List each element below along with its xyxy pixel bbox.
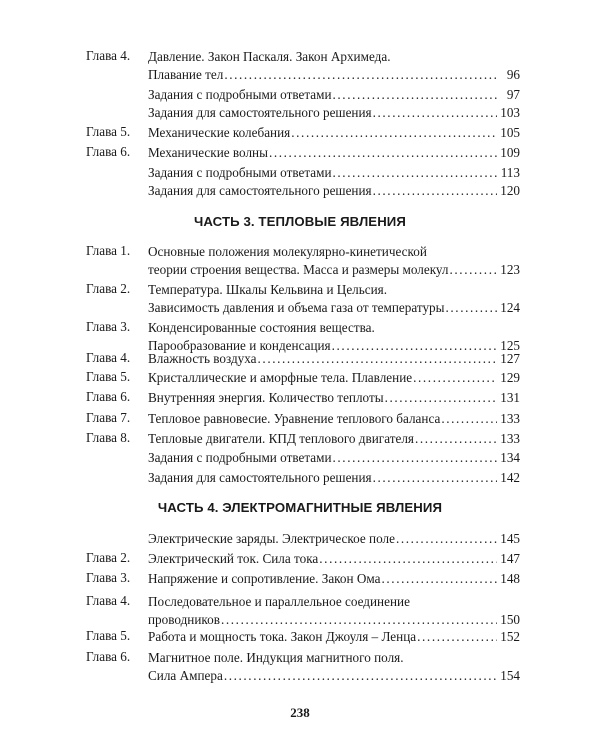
- entry-line: [148, 243, 520, 261]
- entry-title: проводников: [148, 612, 220, 627]
- entry-line: [148, 469, 520, 487]
- dot-leader: [258, 350, 497, 368]
- entry-body: [148, 86, 520, 104]
- entry-line: [148, 48, 520, 66]
- entry-body: [148, 628, 520, 646]
- entry-body: [148, 144, 520, 162]
- entry-title: Парообразование и конденсация: [148, 338, 331, 353]
- page-ref: 113: [500, 165, 520, 180]
- page-ref: 147: [500, 551, 520, 566]
- toc-entry[interactable]: [86, 144, 520, 162]
- page-ref: 124: [500, 300, 520, 315]
- dot-leader: [224, 66, 497, 84]
- dot-leader: [417, 628, 497, 646]
- chapter-label: Глава 8.: [86, 430, 131, 445]
- toc-entry[interactable]: [86, 593, 520, 629]
- entry-body: [148, 48, 520, 84]
- chapter-label: Глава 4.: [86, 350, 131, 365]
- dot-leader: [450, 261, 497, 279]
- entry-line: [148, 104, 520, 122]
- dot-leader: [373, 469, 497, 487]
- dot-leader: [385, 389, 497, 407]
- entry-line: [148, 570, 520, 588]
- entry-line: [148, 628, 520, 646]
- entry-body: [148, 593, 520, 629]
- page-number: 238: [290, 705, 310, 720]
- chapter-label: Глава 2.: [86, 550, 131, 565]
- entry-line: [148, 144, 520, 162]
- page-ref: 133: [500, 411, 520, 426]
- section-heading: ЧАСТЬ 3. ТЕПЛОВЫЕ ЯВЛЕНИЯ: [194, 214, 406, 229]
- toc-entry[interactable]: [86, 48, 520, 84]
- toc-entry[interactable]: [86, 410, 520, 428]
- page-ref: 154: [500, 668, 520, 683]
- page-ref: 96: [506, 67, 520, 82]
- page-ref: 103: [500, 105, 520, 120]
- dot-leader: [333, 449, 497, 467]
- chapter-label: Глава 5.: [86, 369, 131, 384]
- entry-line: [148, 281, 520, 299]
- entry-title: теории строения вещества. Масса и размеры молекул: [148, 262, 449, 277]
- entry-title: Задания с подробными ответами: [148, 450, 332, 465]
- entry-body: [148, 570, 520, 588]
- entry-title: Электрические заряды. Электрическое поле: [148, 531, 395, 546]
- entry-title: Напряжение и сопротивление. Закон Ома: [148, 571, 381, 586]
- entry-line: [148, 319, 520, 337]
- entry-body: [148, 164, 520, 182]
- entry-line: [148, 124, 520, 142]
- entry-line: [148, 369, 520, 387]
- dot-leader: [269, 144, 497, 162]
- entry-line: [148, 86, 520, 104]
- entry-title: Кристаллические и аморфные тела. Плавление: [148, 370, 413, 385]
- entry-line: [148, 550, 520, 568]
- entry-title: Задания с подробными ответами: [148, 165, 332, 180]
- chapter-label: Глава 6.: [86, 389, 131, 404]
- page-ref: 131: [500, 390, 520, 405]
- entry-line: [148, 389, 520, 407]
- page-ref: 123: [500, 262, 520, 277]
- toc-entry[interactable]: [86, 530, 520, 548]
- entry-title: Температура. Шкалы Кельвина и Цельсия.: [148, 282, 388, 297]
- page-ref: 109: [500, 145, 520, 160]
- entry-title: Задания для самостоятельного решения: [148, 183, 372, 198]
- dot-leader: [373, 182, 497, 200]
- entry-title: Сила Ампера: [148, 668, 223, 683]
- page-ref: 134: [500, 450, 520, 465]
- dot-leader: [221, 611, 497, 629]
- toc-entry[interactable]: [86, 164, 520, 182]
- dot-leader: [415, 430, 497, 448]
- chapter-label: Глава 6.: [86, 144, 131, 159]
- chapter-label: Глава 5.: [86, 124, 131, 139]
- toc-entry[interactable]: [86, 243, 520, 279]
- entry-line: [148, 261, 520, 279]
- entry-body: [148, 350, 520, 368]
- entry-line: [148, 410, 520, 428]
- toc-entry[interactable]: [86, 369, 520, 387]
- entry-title: Внутренняя энергия. Количество теплоты: [148, 390, 384, 405]
- dot-leader: [413, 369, 497, 387]
- entry-line: [148, 649, 520, 667]
- chapter-label: Глава 6.: [86, 649, 131, 664]
- entry-title: Задания для самостоятельного решения: [148, 470, 372, 485]
- dot-leader: [319, 550, 497, 568]
- entry-title: Механические волны: [148, 145, 268, 160]
- page-ref: 150: [500, 612, 520, 627]
- toc-entry[interactable]: [86, 570, 520, 588]
- toc-entry[interactable]: [86, 86, 520, 104]
- chapter-label: Глава 4.: [86, 48, 131, 63]
- entry-title: Влажность воздуха: [148, 351, 257, 366]
- page-ref: 152: [500, 629, 520, 644]
- entry-title: Механические колебания: [148, 125, 291, 140]
- entry-body: [148, 281, 520, 317]
- entry-body: [148, 182, 520, 200]
- entry-line: [148, 667, 520, 685]
- entry-body: [148, 243, 520, 279]
- toc-entry[interactable]: [86, 430, 520, 448]
- page-ref: 148: [500, 571, 520, 586]
- dot-leader: [224, 667, 497, 685]
- chapter-label: Глава 3.: [86, 319, 131, 334]
- entry-title: Задания для самостоятельного решения: [148, 105, 372, 120]
- page-ref: 129: [500, 370, 520, 385]
- page-ref: 105: [500, 125, 520, 140]
- entry-body: [148, 449, 520, 467]
- entry-line: [148, 164, 520, 182]
- toc-entry[interactable]: [86, 281, 520, 317]
- chapter-label: Глава 4.: [86, 593, 131, 608]
- dot-leader: [333, 164, 497, 182]
- entry-title: Электрический ток. Сила тока: [148, 551, 319, 566]
- dot-leader: [396, 530, 497, 548]
- page-ref: 125: [500, 338, 520, 353]
- entry-title: Тепловые двигатели. КПД теплового двигателя: [148, 431, 414, 446]
- entry-body: [148, 530, 520, 548]
- entry-title: Магнитное поле. Индукция магнитного поля.: [148, 650, 404, 665]
- entry-title: Зависимость давления и объема газа от температуры: [148, 300, 445, 315]
- entry-line: [148, 530, 520, 548]
- toc-entry[interactable]: [86, 182, 520, 200]
- dot-leader: [446, 299, 498, 317]
- entry-body: [148, 649, 520, 685]
- chapter-label: Глава 7.: [86, 410, 131, 425]
- entry-line: [148, 611, 520, 629]
- entry-line: [148, 66, 520, 84]
- entry-body: [148, 410, 520, 428]
- entry-line: [148, 593, 520, 611]
- page-ref: 120: [500, 183, 520, 198]
- page-ref: 145: [500, 531, 520, 546]
- chapter-label: Глава 2.: [86, 281, 131, 296]
- toc-entry[interactable]: [86, 469, 520, 487]
- entry-body: [148, 124, 520, 142]
- toc-entry[interactable]: [86, 550, 520, 568]
- entry-title: Тепловое равновесие. Уравнение теплового баланса: [148, 411, 441, 426]
- entry-body: [148, 369, 520, 387]
- entry-line: [148, 430, 520, 448]
- entry-title: Конденсированные состояния вещества.: [148, 320, 375, 335]
- toc-entry[interactable]: [86, 350, 520, 368]
- section-heading: ЧАСТЬ 4. ЭЛЕКТРОМАГНИТНЫЕ ЯВЛЕНИЯ: [157, 500, 443, 515]
- dot-leader: [441, 410, 497, 428]
- page-ref: 97: [506, 87, 520, 102]
- entry-title: Задания с подробными ответами: [148, 87, 332, 102]
- entry-line: [148, 299, 520, 317]
- toc-entry[interactable]: [86, 124, 520, 142]
- entry-body: [148, 104, 520, 122]
- entry-title: Последовательное и параллельное соединение: [148, 594, 410, 609]
- toc-entry[interactable]: [86, 389, 520, 407]
- entry-title: Давление. Закон Паскаля. Закон Архимеда.: [148, 49, 391, 64]
- entry-body: [148, 430, 520, 448]
- entry-body: [148, 469, 520, 487]
- toc-entry[interactable]: [86, 449, 520, 467]
- dot-leader: [373, 104, 497, 122]
- entry-body: [148, 550, 520, 568]
- page-ref: 142: [500, 470, 520, 485]
- toc-entry[interactable]: [86, 628, 520, 646]
- entry-title: Основные положения молекулярно-кинетической: [148, 244, 427, 259]
- entry-title: Работа и мощность тока. Закон Джоуля – Ленца: [148, 629, 417, 644]
- page-ref: 133: [500, 431, 520, 446]
- page-ref: 127: [500, 351, 520, 366]
- toc-entry[interactable]: [86, 649, 520, 685]
- entry-line: [148, 350, 520, 368]
- toc-entry[interactable]: [86, 104, 520, 122]
- entry-line: [148, 182, 520, 200]
- entry-body: [148, 389, 520, 407]
- entry-line: [148, 449, 520, 467]
- chapter-label: Глава 3.: [86, 570, 131, 585]
- chapter-label: Глава 5.: [86, 628, 131, 643]
- dot-leader: [333, 86, 497, 104]
- chapter-label: Глава 1.: [86, 243, 131, 258]
- entry-title: Плавание тел: [148, 67, 224, 82]
- dot-leader: [291, 124, 497, 142]
- dot-leader: [382, 570, 498, 588]
